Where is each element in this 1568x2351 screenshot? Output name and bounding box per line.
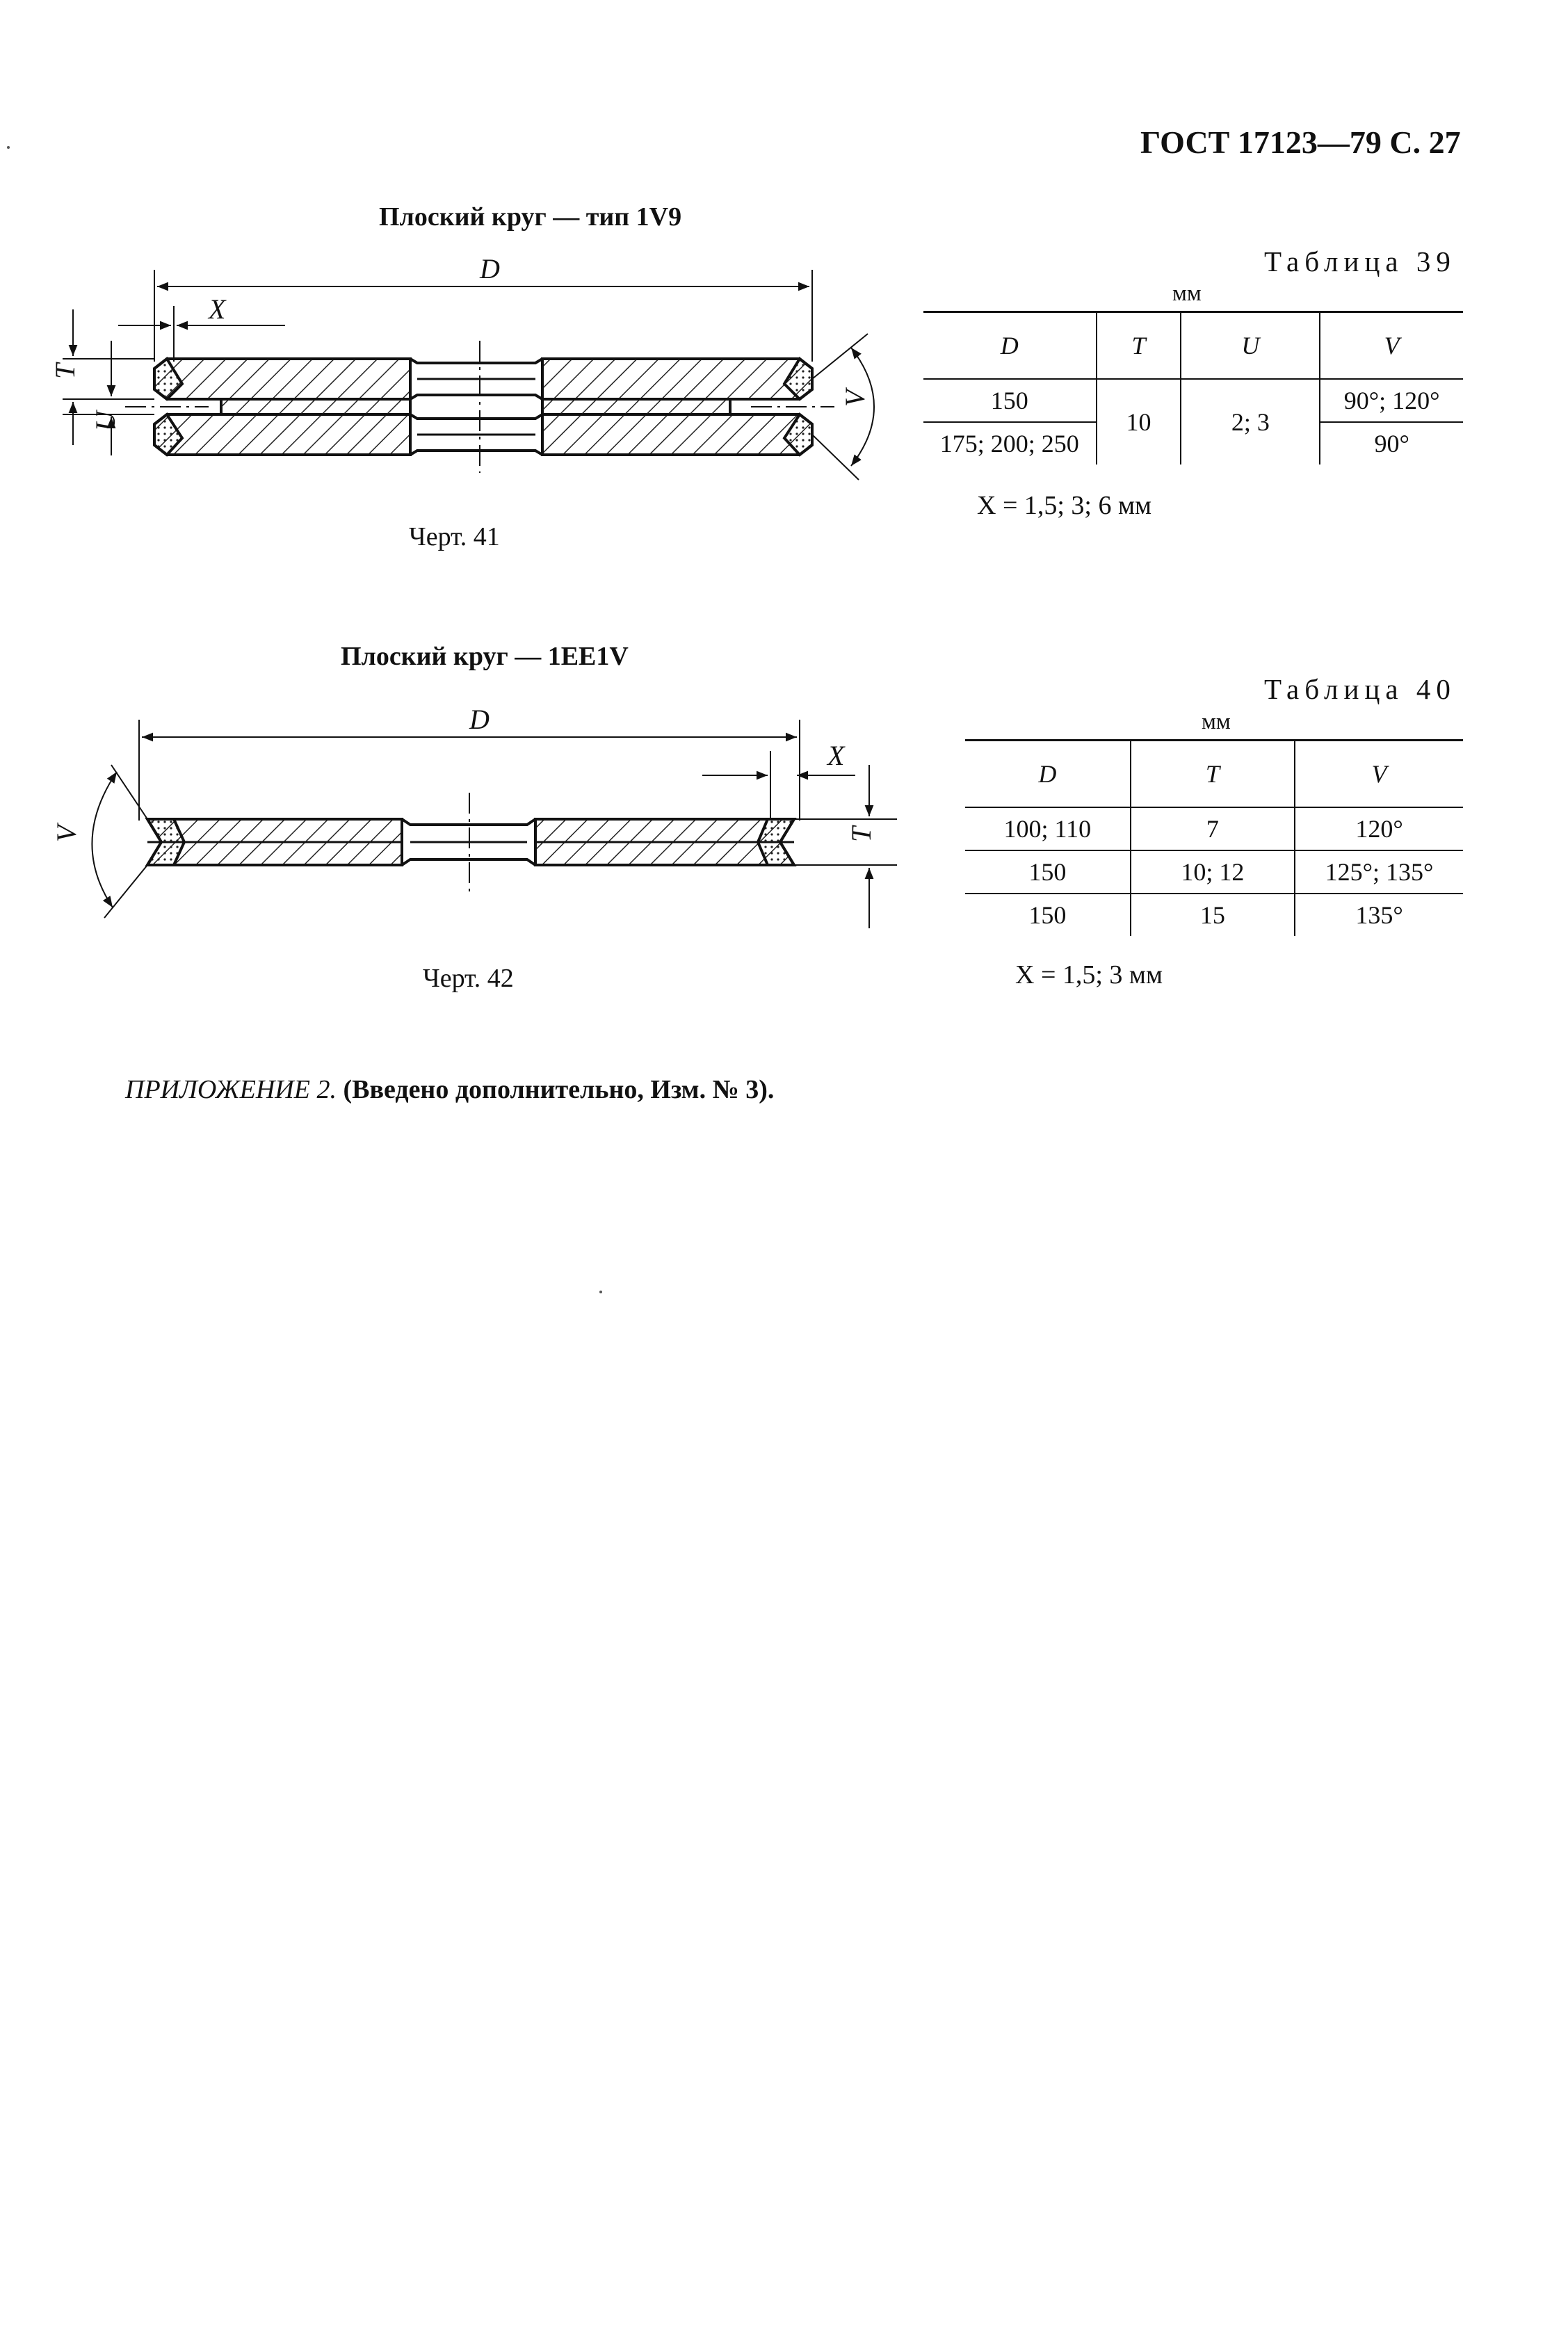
figure-41-label-t: T bbox=[49, 363, 81, 379]
figure-42-title: Плоский круг — 1EE1V bbox=[341, 642, 629, 671]
table-39-header-t: T bbox=[1097, 312, 1181, 380]
table-cell: 90° bbox=[1320, 422, 1463, 464]
table-39-header-u: U bbox=[1181, 312, 1320, 380]
figure-41-title: Плоский круг — тип 1V9 bbox=[379, 202, 682, 232]
table-cell: 120° bbox=[1295, 807, 1463, 850]
table-cell: 15 bbox=[1131, 894, 1295, 936]
figure-42-caption: Черт. 42 bbox=[423, 964, 514, 993]
figure-41-label-u: U bbox=[90, 411, 121, 431]
figure-41-label-d: D bbox=[480, 253, 500, 284]
table-cell: 150 bbox=[965, 850, 1131, 894]
table-cell: 175; 200; 250 bbox=[939, 430, 1079, 458]
table-cell: 150 bbox=[1028, 901, 1067, 929]
figure-41-label-x: X bbox=[209, 293, 226, 325]
table-39-unit: мм bbox=[1172, 281, 1202, 306]
figure-42-drawing bbox=[92, 720, 897, 928]
appendix-note-text: (Введено дополнительно, Изм. № 3). bbox=[343, 1075, 775, 1104]
table-cell: 10; 12 bbox=[1131, 850, 1295, 894]
table-40-title: Таблица 40 bbox=[1264, 673, 1456, 705]
figure-42-label-v: V bbox=[51, 825, 82, 842]
table-39-formula: X = 1,5; 3; 6 мм bbox=[977, 491, 1152, 520]
table-cell: 100; 110 bbox=[965, 807, 1131, 850]
table-39-header-v: V bbox=[1320, 312, 1463, 380]
table-39-title: Таблица 39 bbox=[1264, 245, 1456, 277]
table-40-unit: мм bbox=[1202, 709, 1231, 734]
figure-41-labels bbox=[49, 253, 871, 431]
figure-42-label-x: X bbox=[827, 740, 845, 771]
table-40-header-t: T bbox=[1131, 741, 1295, 808]
figure-42-label-d: D bbox=[469, 704, 490, 735]
table-cell: 7 bbox=[1131, 807, 1295, 850]
table-cell: 90°; 120° bbox=[1320, 379, 1463, 422]
table-40-header-v: V bbox=[1295, 741, 1463, 808]
figure-41-caption: Черт. 41 bbox=[409, 522, 500, 551]
table-40-formula: X = 1,5; 3 мм bbox=[1015, 960, 1163, 989]
table-cell: 150 bbox=[923, 379, 1097, 422]
table-40-header-d: D bbox=[965, 741, 1131, 808]
figure-41-label-v: V bbox=[839, 389, 871, 407]
table-cell: 2; 3 bbox=[1181, 379, 1320, 464]
figure-42-label-t: T bbox=[846, 826, 877, 842]
table-cell: 135° bbox=[1295, 894, 1463, 936]
table-cell: 125°; 135° bbox=[1295, 850, 1463, 894]
appendix-note-title: ПРИЛОЖЕНИЕ 2. bbox=[125, 1075, 337, 1104]
page-header: ГОСТ 17123—79 С. 27 bbox=[1140, 124, 1461, 160]
table-39-header-d: D bbox=[923, 312, 1097, 380]
figure-41-drawing bbox=[63, 270, 874, 480]
table-cell: 10 bbox=[1097, 379, 1181, 464]
